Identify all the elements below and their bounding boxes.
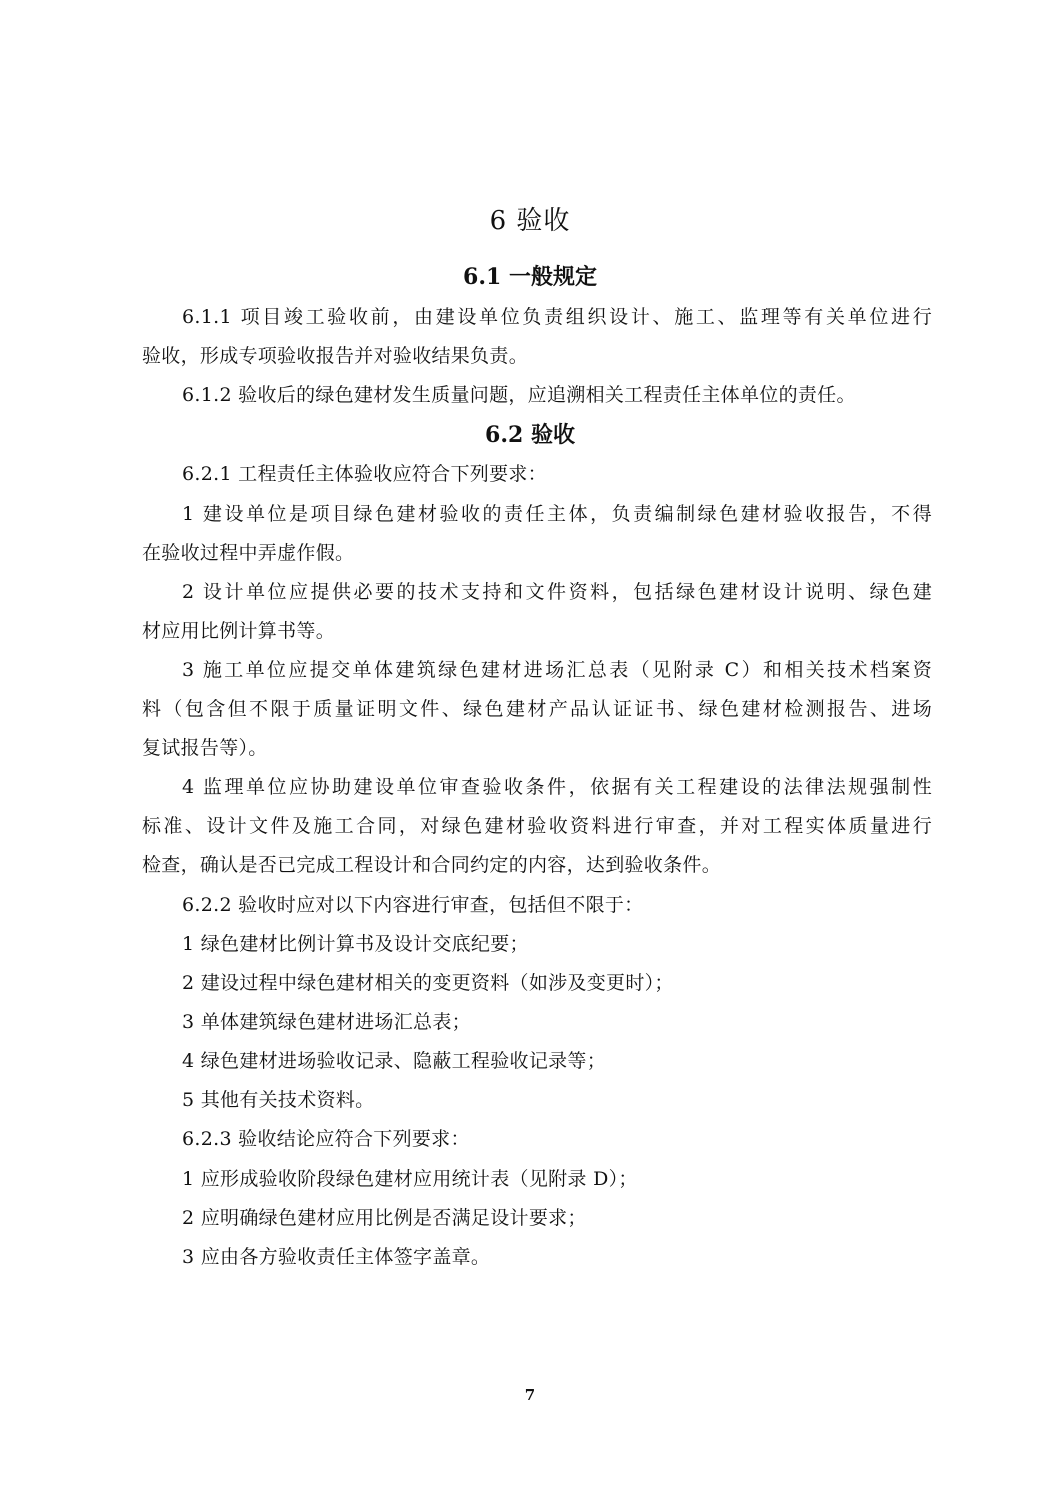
clause-6-2-2: 6.2.2 验收时应对以下内容进行审查，包括但不限于： [182,894,644,916]
chapter-title: 6 验收 [489,206,571,236]
clause-6-2-2-item-1: 1 绿色建材比例计算书及设计交底纪要； [182,933,529,955]
clause-6-2-1-item-4-line-2: 标准、设计文件及施工合同，对绿色建材验收资料进行审查，并对工程实体质量进行 [142,815,932,837]
clause-6-2-1-item-2-line-1: 2 设计单位应提供必要的技术支持和文件资料，包括绿色建材设计说明、绿色建 [182,581,932,603]
clause-6-2-2-item-2: 2 建设过程中绿色建材相关的变更资料（如涉及变更时）； [182,972,674,994]
section-title-6-2: 6.2 验收 [485,422,575,448]
clause-6-2-1-item-1-line-2: 在验收过程中弄虚作假。 [142,542,355,564]
clause-6-1-1-line-2: 验收，形成专项验收报告并对验收结果负责。 [142,345,529,367]
clause-6-2-1-item-1-line-1: 1 建设单位是项目绿色建材验收的责任主体，负责编制绿色建材验收报告，不得 [182,503,932,525]
clause-6-2-1-item-3-line-2: 料（包含但不限于质量证明文件、绿色建材产品认证证书、绿色建材检测报告、进场 [142,698,932,720]
section-title-6-1: 6.1 一般规定 [463,264,597,290]
page-number: 7 [524,1386,536,1404]
clause-6-2-3-item-3: 3 应由各方验收责任主体签字盖章。 [182,1246,491,1268]
clause-6-1-1-line-1: 6.1.1 项目竣工验收前，由建设单位负责组织设计、施工、监理等有关单位进行 [182,306,932,328]
clause-6-2-3-item-1: 1 应形成验收阶段绿色建材应用统计表（见附录 D）； [182,1168,638,1190]
clause-6-2-1: 6.2.1 工程责任主体验收应符合下列要求： [182,463,547,485]
clause-6-2-1-item-2-line-2: 材应用比例计算书等。 [142,620,336,642]
clause-6-2-1-item-4-line-3: 检查，确认是否已完成工程设计和合同约定的内容，达到验收条件。 [142,854,722,876]
clause-6-2-3-item-2: 2 应明确绿色建材应用比例是否满足设计要求； [182,1207,587,1229]
clause-6-2-2-item-3: 3 单体建筑绿色建材进场汇总表； [182,1011,471,1033]
clause-6-1-2: 6.1.2 验收后的绿色建材发生质量问题，应追溯相关工程责任主体单位的责任。 [182,384,856,406]
clause-6-2-2-item-4: 4 绿色建材进场验收记录、隐蔽工程验收记录等； [182,1050,607,1072]
clause-6-2-2-item-5: 5 其他有关技术资料。 [182,1089,375,1111]
clause-6-2-1-item-3-line-1: 3 施工单位应提交单体建筑绿色建材进场汇总表（见附录 C）和相关技术档案资 [182,659,932,681]
clause-6-2-1-item-3-line-3: 复试报告等）。 [142,737,268,759]
clause-6-2-1-item-4-line-1: 4 监理单位应协助建设单位审查验收条件，依据有关工程建设的法律法规强制性 [182,776,932,798]
clause-6-2-3: 6.2.3 验收结论应符合下列要求： [182,1128,470,1150]
